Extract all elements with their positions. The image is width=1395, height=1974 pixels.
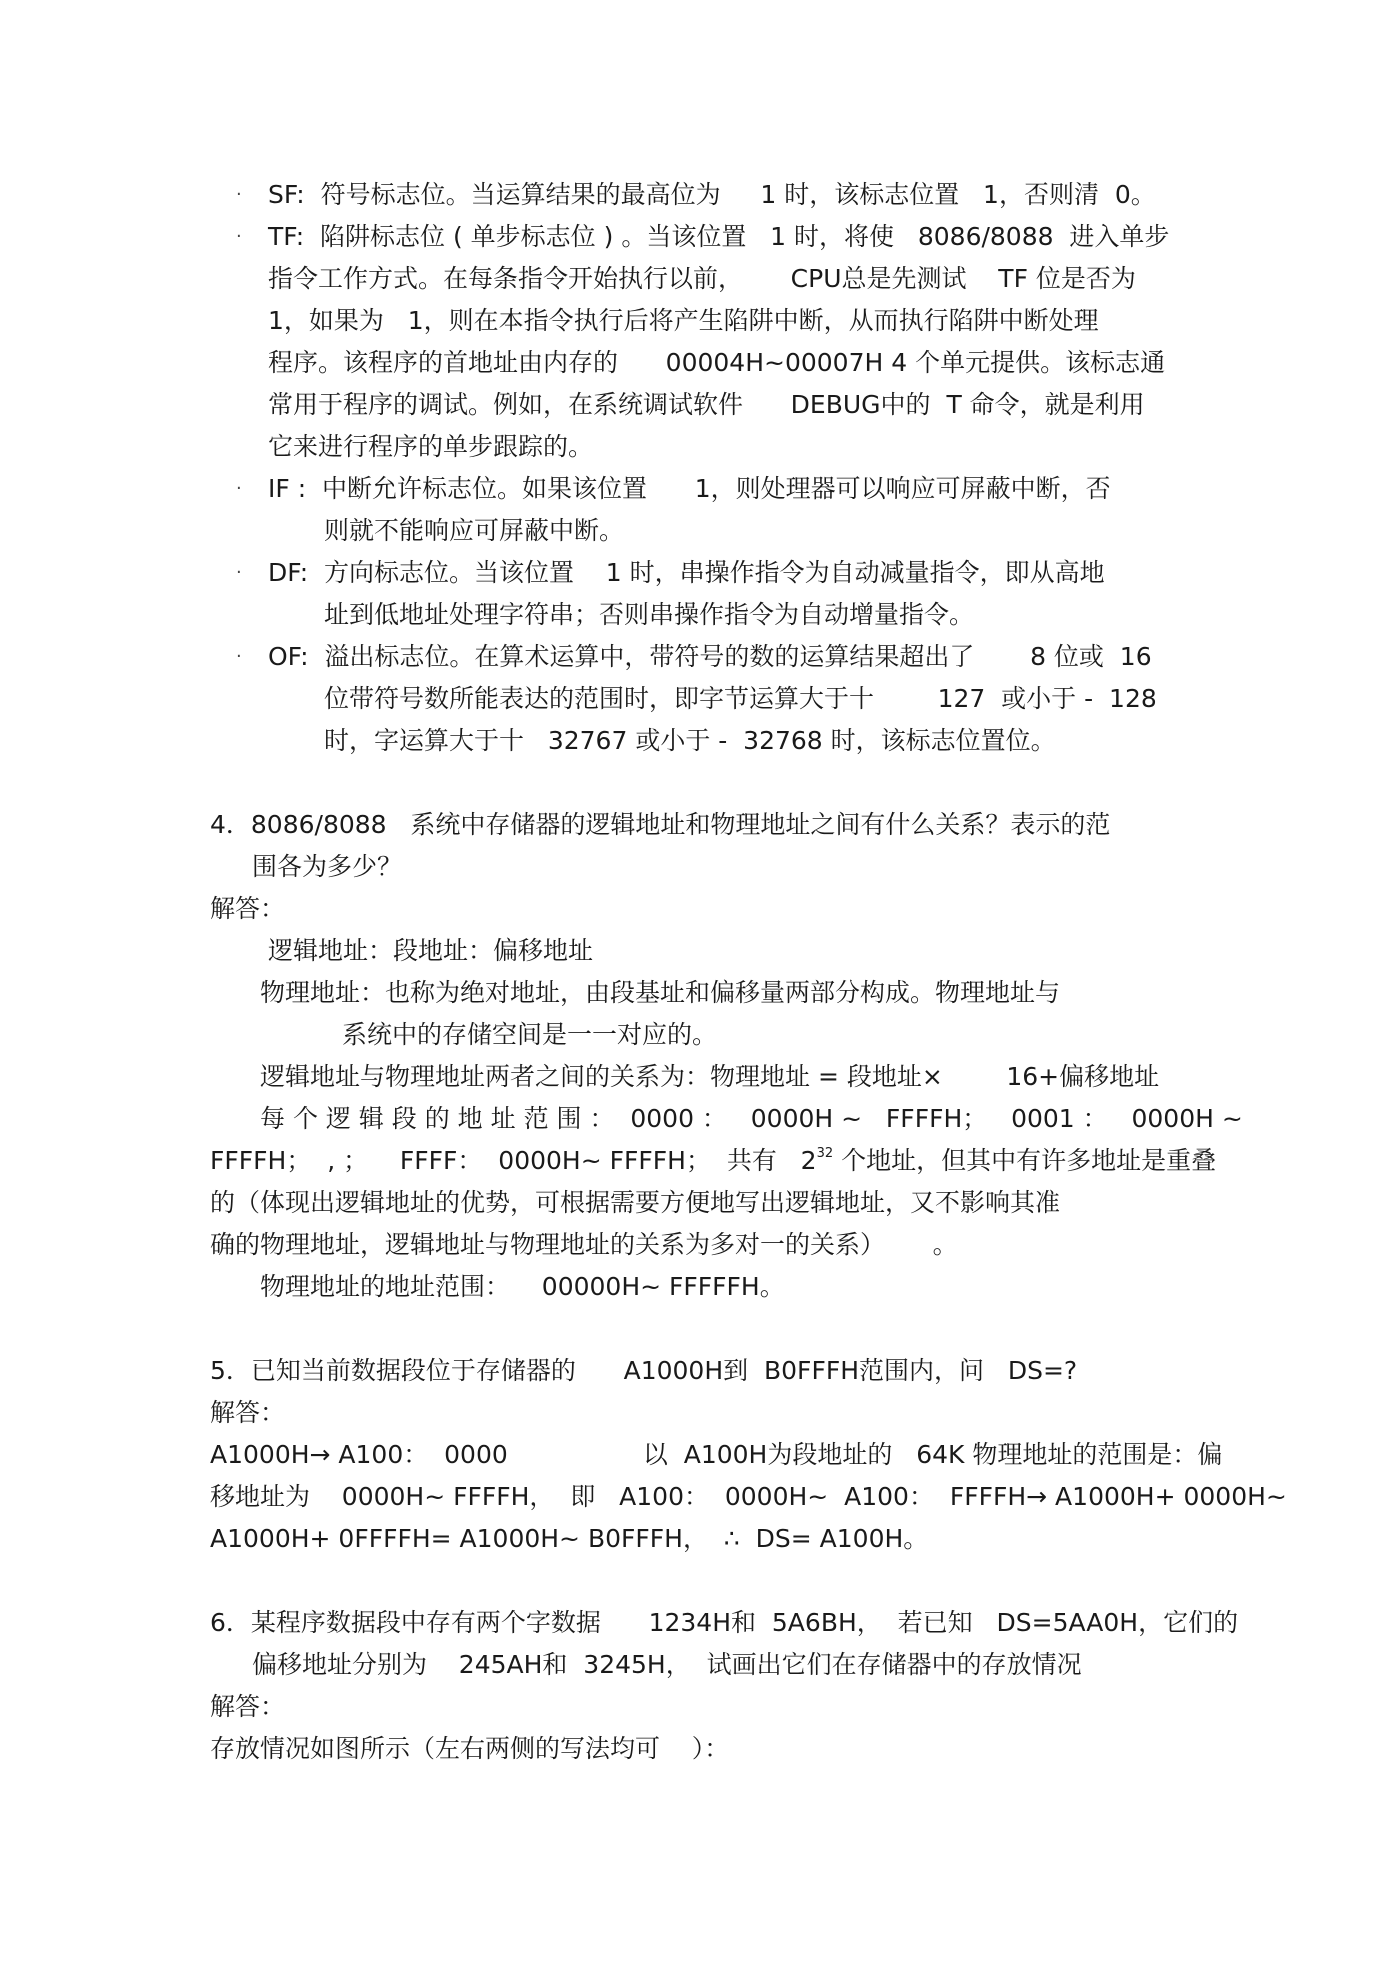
flag-if-line: 则就不能响应可屏蔽中断。 bbox=[324, 516, 625, 545]
answer-line: 物理地址的地址范围： 00000H~ FFFFFH。 bbox=[260, 1272, 785, 1301]
answer-line: 系统中的存储空间是一一对应的。 bbox=[342, 1020, 718, 1049]
flag-tf-line: 1，如果为 1，则在本指令执行后将产生陷阱中断，从而执行陷阱中断处理 bbox=[268, 306, 1099, 335]
exponent: 32 bbox=[816, 1146, 834, 1161]
flag-df-line: DF: 方向标志位。当该位置 1 时，串操作指令为自动减量指令，即从高地 bbox=[268, 558, 1105, 587]
question-6: 偏移地址分别为 245AH和 3245H， 试画出它们在存储器中的存放情况 bbox=[252, 1650, 1082, 1679]
flag-if-line: IF : 中断允许标志位。如果该位置 1，则处理器可以响应可屏蔽中断，否 bbox=[268, 474, 1111, 503]
answer-line: 逻辑地址：段地址：偏移地址 bbox=[268, 936, 594, 965]
flag-tf-line: TF: 陷阱标志位 ( 单步标志位 ) 。当该位置 1 时，将使 8086/8088 进入单步 bbox=[268, 222, 1170, 251]
flag-tf-line: 常用于程序的调试。例如，在系统调试软件 DEBUG中的 T 命令，就是利用 bbox=[268, 390, 1145, 419]
flag-of-line: 位带符号数所能表达的范围时，即字节运算大于十 127 或小于 - 128 bbox=[324, 684, 1157, 713]
answer-line-tail: 个地址，但其中有许多地址是重叠 bbox=[833, 1146, 1217, 1175]
answer-label: 解答： bbox=[210, 1692, 286, 1721]
bullet-dot: · bbox=[236, 226, 242, 247]
answer-line: 逻辑地址与物理地址两者之间的关系为：物理地址 = 段地址× 16+偏移地址 bbox=[260, 1062, 1160, 1091]
answer-label: 解答： bbox=[210, 1398, 286, 1427]
answer-line: FFFFH； , ； FFFF： 0000H~ FFFFH； 共有 2 bbox=[210, 1146, 817, 1175]
flag-sf-line: SF: 符号标志位。当运算结果的最高位为 1 时，该标志位置 1，否则清 0。 bbox=[268, 180, 1156, 209]
flag-tf-line: 程序。该程序的首地址由内存的 00004H~00007H 4 个单元提供。该标志通 bbox=[268, 348, 1166, 377]
answer-line: 确的物理地址，逻辑地址与物理地址的关系为多对一的关系） 。 bbox=[210, 1230, 958, 1259]
answer-line: 移地址为 0000H~ FFFFH， 即 A100： 0000H~ A100： FFFFH→ A1000H+ 0000H~ bbox=[210, 1482, 1287, 1511]
answer-line: 每 个 逻 辑 段 的 地 址 范 围 ： 0000 ： 0000H ~ FFFFH； 0001 ： 0000H ~ bbox=[260, 1104, 1243, 1133]
bullet-dot: · bbox=[236, 646, 242, 667]
answer-line: 物理地址：也称为绝对地址，由段基址和偏移量两部分构成。物理地址与 bbox=[260, 978, 1061, 1007]
flag-tf-line: 指令工作方式。在每条指令开始执行以前， CPU总是先测试 TF 位是否为 bbox=[268, 264, 1136, 293]
flag-df-line: 址到低地址处理字符串；否则串操作指令为自动增量指令。 bbox=[324, 600, 975, 629]
answer-line: 的（体现出逻辑地址的优势，可根据需要方便地写出逻辑地址，又不影响其准 bbox=[210, 1188, 1061, 1217]
answer-line-with-exponent bbox=[210, 1143, 1216, 1179]
answer-note: 存放情况如图所示（左右两侧的写法均可 ）： bbox=[210, 1734, 730, 1763]
bullet-dot: · bbox=[236, 184, 242, 205]
question-4: 围各为多少？ bbox=[252, 852, 403, 881]
flag-tf-line: 它来进行程序的单步跟踪的。 bbox=[268, 432, 594, 461]
question-6: 6．某程序数据段中存有两个字数据 1234H和 5A6BH， 若已知 DS=5AA0H，它们的 bbox=[210, 1608, 1239, 1637]
answer-label: 解答： bbox=[210, 894, 286, 923]
flag-of-line: OF: 溢出标志位。在算术运算中，带符号的数的运算结果超出了 8 位或 16 bbox=[268, 642, 1152, 671]
bullet-dot: · bbox=[236, 562, 242, 583]
question-5: 5．已知当前数据段位于存储器的 A1000H到 B0FFFH范围内，问 DS=? bbox=[210, 1356, 1078, 1385]
question-4: 4．8086/8088 系统中存储器的逻辑地址和物理地址之间有什么关系？表示的范 bbox=[210, 810, 1111, 839]
answer-line: A1000H→ A100： 0000 以 A100H为段地址的 64K 物理地址的范围是：偏 bbox=[210, 1440, 1223, 1469]
flag-of-line: 时，字运算大于十 32767 或小于 - 32768 时，该标志位置位。 bbox=[324, 726, 1056, 755]
answer-line: A1000H+ 0FFFFH= A1000H~ B0FFFH， ∴ DS= A100H。 bbox=[210, 1524, 929, 1553]
bullet-dot: · bbox=[236, 478, 242, 499]
